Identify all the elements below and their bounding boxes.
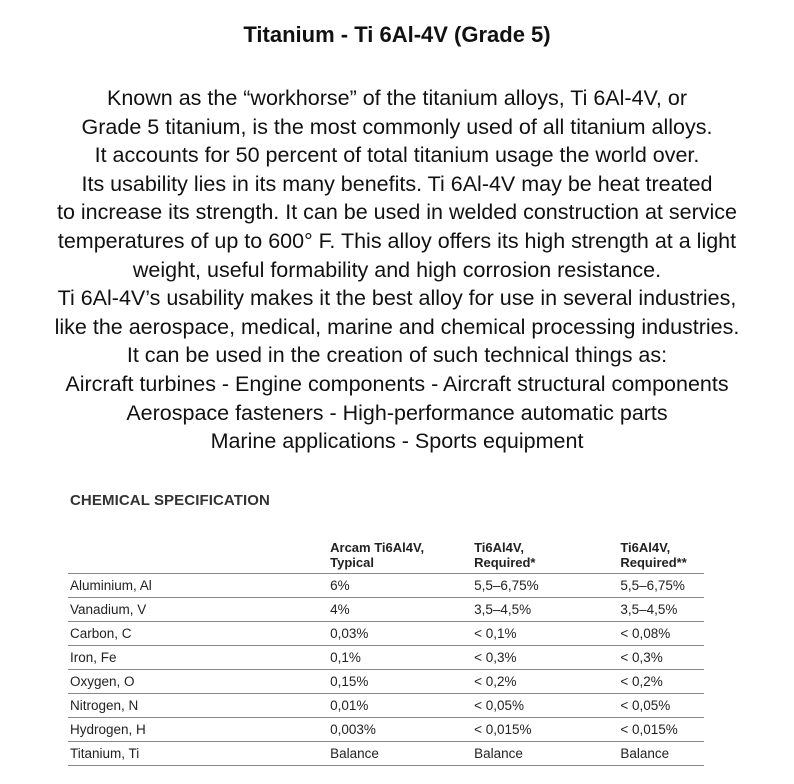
intro-line: Aircraft turbines - Engine components - Aircraft structural components — [65, 371, 729, 396]
element-cell: Carbon, C — [68, 622, 328, 646]
required-cell: Balance — [472, 742, 618, 766]
intro-line: Ti 6Al-4V’s usability makes it the best alloy for use in several industries, — [57, 286, 737, 311]
intro-line: to increase its strength. It can be used in welded construction at service — [56, 200, 737, 225]
required-cell: < 0,1% — [472, 622, 618, 646]
required-cell: < 0,3% — [472, 646, 618, 670]
typical-cell: Balance — [328, 742, 472, 766]
intro-line: It accounts for 50 percent of total titanium usage the world over. — [94, 143, 700, 168]
required-cell: < 0,015% — [472, 718, 618, 742]
column-header-required-1 — [472, 540, 618, 574]
element-cell: Titanium, Ti — [68, 742, 328, 766]
required-cell: 5,5–6,75% — [618, 574, 704, 598]
column-header-line: Required** — [620, 555, 687, 570]
column-header-line: Ti6Al4V, — [474, 540, 524, 555]
column-header-line: Arcam Ti6Al4V, — [330, 540, 425, 555]
table-header-row — [68, 540, 704, 574]
intro-line: Grade 5 titanium, is the most commonly used of all titanium alloys. — [81, 114, 713, 139]
intro-line: like the aerospace, medical, marine and chemical processing industries. — [54, 314, 740, 339]
intro-line: Known as the “workhorse” of the titanium alloys, Ti 6Al-4V, or — [107, 86, 687, 110]
intro-line: weight, useful formability and high corrosion resistance. — [132, 257, 662, 282]
required-cell: 3,5–4,5% — [472, 598, 618, 622]
element-cell: Nitrogen, N — [68, 694, 328, 718]
spec-heading: CHEMICAL SPECIFICATION — [70, 492, 270, 509]
table-row — [68, 694, 704, 718]
column-header-element — [68, 540, 328, 574]
intro-line: Marine applications - Sports equipment — [210, 429, 584, 454]
table-row — [68, 574, 704, 598]
table-row — [68, 646, 704, 670]
intro-line: Aerospace fasteners - High-performance automatic parts — [126, 400, 668, 425]
required-cell: < 0,2% — [472, 670, 618, 694]
required-cell: 5,5–6,75% — [472, 574, 618, 598]
table-row — [68, 742, 704, 766]
typical-cell: 6% — [328, 574, 472, 598]
element-cell: Vanadium, V — [68, 598, 328, 622]
required-cell: Balance — [618, 742, 704, 766]
required-cell: < 0,05% — [618, 694, 704, 718]
typical-cell: 0,03% — [328, 622, 472, 646]
typical-cell: 0,1% — [328, 646, 472, 670]
required-cell: < 0,015% — [618, 718, 704, 742]
required-cell: < 0,2% — [618, 670, 704, 694]
chemical-spec-table — [68, 540, 704, 766]
intro-paragraph — [0, 84, 794, 456]
required-cell: < 0,08% — [618, 622, 704, 646]
page-title: Titanium - Ti 6Al-4V (Grade 5) — [243, 22, 551, 47]
column-header-line: Ti6Al4V, — [620, 540, 671, 555]
table-row — [68, 670, 704, 694]
element-cell: Aluminium, Al — [68, 574, 328, 598]
element-cell: Oxygen, O — [68, 670, 328, 694]
typical-cell: 0,15% — [328, 670, 472, 694]
required-cell: < 0,3% — [618, 646, 704, 670]
column-header-line: Typical — [330, 555, 374, 570]
typical-cell: 0,01% — [328, 694, 472, 718]
table-row — [68, 598, 704, 622]
column-header-typical — [328, 540, 472, 574]
table-row — [68, 622, 704, 646]
element-cell: Iron, Fe — [68, 646, 328, 670]
intro-line: It can be used in the creation of such technical things as: — [126, 343, 668, 368]
column-header-required-2 — [618, 540, 704, 574]
required-cell: < 0,05% — [472, 694, 618, 718]
intro-line: temperatures of up to 600° F. This alloy offers its high strength at a light — [57, 228, 737, 253]
typical-cell: 4% — [328, 598, 472, 622]
element-cell: Hydrogen, H — [68, 718, 328, 742]
required-cell: 3,5–4,5% — [618, 598, 704, 622]
table-row — [68, 718, 704, 742]
typical-cell: 0,003% — [328, 718, 472, 742]
intro-line: Its usability lies in its many benefits. Ti 6Al-4V may be heat treated — [81, 171, 713, 196]
column-header-line: Required* — [474, 555, 536, 570]
